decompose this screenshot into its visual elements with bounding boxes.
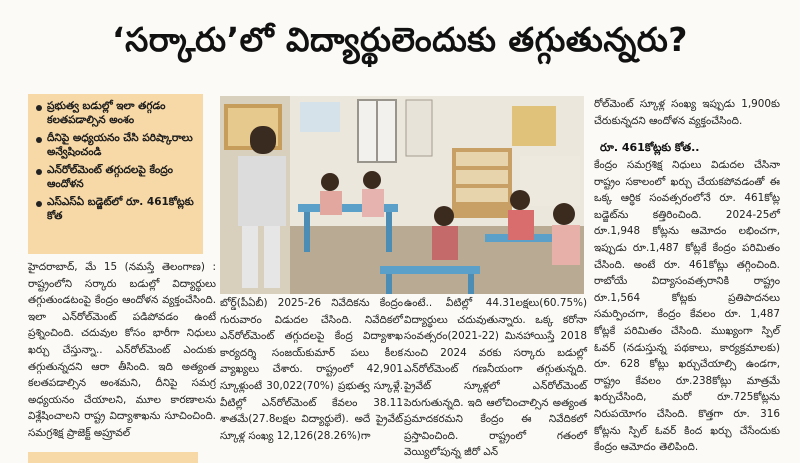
highlight-item: [36, 100, 197, 127]
article-paragraph: ఉంటే.. వీటిల్లో 44.31లక్షలు(60.75%) విద్యార్థులు చదువుతున్నారు. ఒక్క కరోనా సంవత్సరం(2021-22) మినహాయిస్తే 2018 నుంచి 2024 వరకు సర్కారు బడుల్లో ఎన్‌రోల్‌మెంట్‌ గణనీయంగా తగ్గుతున్నది. ప్రైవేట్‌ స్కూళ్లలో ఎన్‌రోల్‌మెంట్‌ పెరుగుతున్నది. ఇది ఆలోచించాల్సిన అత్యంత ప్రమాదకరమని కేంద్రం ఈ నివేదికలో ప్రస్తావించింది. రాష్ట్రంలో గతంలో వెయ్యిలోపున్న జీరో ఎన్‌: [404, 297, 587, 459]
subheading: రూ. 461కోట్లకు కోత..: [600, 141, 700, 154]
highlight-text: ఎస్‌ఎస్‌ఏ బడ్జెట్‌లో రూ. 461కోట్లకు కోత: [47, 196, 194, 222]
highlight-item: [36, 164, 197, 191]
classroom-illustration: [220, 96, 584, 294]
article-column: [594, 96, 780, 136]
article-column: [594, 157, 780, 454]
bullet-icon: [36, 169, 42, 175]
article-paragraph: కేంద్రం సమగ్రశిక్ష నిధులు విడుదల చేసినా రాష్ట్రం సకాలంలో ఖర్చు చేయకపోవడంతో ఈ ఒక్క ఆర్థిక సంవత్సరంలోనే రూ. 461కోట్ల బడ్జెట్‌ను కత్తిరించింది. 2024-25లో రూ.1,948 కోట్లను ఆమోదం లభించగా, ఇప్పుడు రూ.1,487 కోట్లకే కేంద్రం పరిమితం చేసింది. అంటే రూ. 461కోట్లు తగ్గించింది. రాబోయే విద్యాసంవత్సరానికి రాష్ట్రం రూ.1,564 కోట్లకు ప్రతిపాదనలు సమర్పించగా, కేంద్రం కేవలం రూ. 1,487 కోట్లకే పరిమితం చేసింది. ముఖ్యంగా స్పిల్‌ ఓవర్‌ (నడుస్తున్న పథకాలు, కార్యక్రమాలకు) రూ. 628 కోట్లు ఖర్చుచేయాల్సి ఉండగా, రాష్ట్రం కేవలం రూ.238కోట్లు మాత్రమే ఖర్చుచేసింది, మరో రూ.725కోట్లను నిరుపయోగం చేసింది. కొత్తగా రూ. 316 కోట్లను స్పిల్‌ ఓవర్‌ కింద ఖర్చు చేసేందుకు కేంద్రం ఆమోదం తెలిపింది.: [594, 159, 780, 454]
next-highlight-box: [28, 452, 198, 463]
article-column: [404, 295, 587, 459]
highlight-item: [36, 196, 197, 223]
article-column: [220, 295, 403, 455]
bullet-icon: [36, 105, 42, 111]
article-paragraph: రోల్‌మెంట్‌ స్కూళ్ల సంఖ్య ఇప్పుడు 1,900కు చేరుకున్నదని ఆందోళన వ్యక్తంచేసింది.: [594, 98, 780, 127]
highlight-text: దీనిపై అధ్యయనం చేసి పరిష్కారాలు అన్వేషించండి: [47, 132, 193, 158]
bullet-icon: [36, 137, 42, 143]
highlight-text: ప్రభుత్వ బడుల్లో ఇలా తగ్గడం కలతపడాల్సిన అంశం: [47, 100, 166, 126]
headline: ‘సర్కారు’లో విద్యార్థులెందుకు తగ్గుతున్నరు?: [112, 19, 688, 59]
article-paragraph: హైదరాబాద్‌, మే 15 (నమస్తే తెలంగాణ) : రాష్ట్రంలోని సర్కారు బడుల్లో విద్యార్థులు తగ్గుతుండటంపై కేంద్రం ఆందోళన వ్యక్తంచేసింది. ఇలా ఎన్‌రోల్‌మెంట్‌ పడిపోవడం ఉంటే ప్రశ్నించింది. చదువుల కోసం భారీగా నిధులు ఖర్చు చేస్తున్నా.. ఎన్‌రోల్‌మెంట్‌ ఎందుకు తగ్గుతున్నదని ఆరా తీసింది. ఇది అత్యంత కలతపడాల్సిన అంశమని, దీనిపై సమగ్ర అధ్యయనం చేయాలని, మూల కారణాలను విశ్లేషించాలని రాష్ట్ర విద్యాశాఖను సూచించింది. సమగ్రశిక్ష ప్రాజెక్ట్‌ అప్రూవల్‌: [28, 261, 216, 439]
highlights-box: [28, 94, 203, 254]
bullet-icon: [36, 201, 42, 207]
highlight-text: ఎన్‌రోల్‌మెంట్‌ తగ్గుదలపై కేంద్రం ఆందోళన: [47, 164, 173, 190]
article-paragraph: బోర్డ్‌(పీఏబీ) 2025-26 నివేదికను కేంద్రం గురువారం విడుదల చేసింది. నివేదికలో ఎన్‌రోల్‌మెంట్‌ తగ్గుదలపై కేంద్ర విద్యాశాఖ కార్యదర్శి సంజయ్‌కుమార్‌ పలు కీలక వ్యాఖ్యలు చేశారు. రాష్ట్రంలో 42,901 స్కూళ్లుంటే 30,022(70%) ప్రభుత్వ స్కూళ్లే. వీటిల్లో ఎన్‌రోల్‌మెంట్‌ కేవలం 38.11 శాతమే(27.8లక్షల విద్యార్థులే). అదే ప్రైవేట్‌ స్కూళ్ల సంఖ్య 12,126(28.26%)గా: [220, 297, 403, 442]
highlight-item: [36, 132, 197, 159]
article-column: [28, 259, 216, 445]
classroom-photo: [220, 96, 584, 294]
